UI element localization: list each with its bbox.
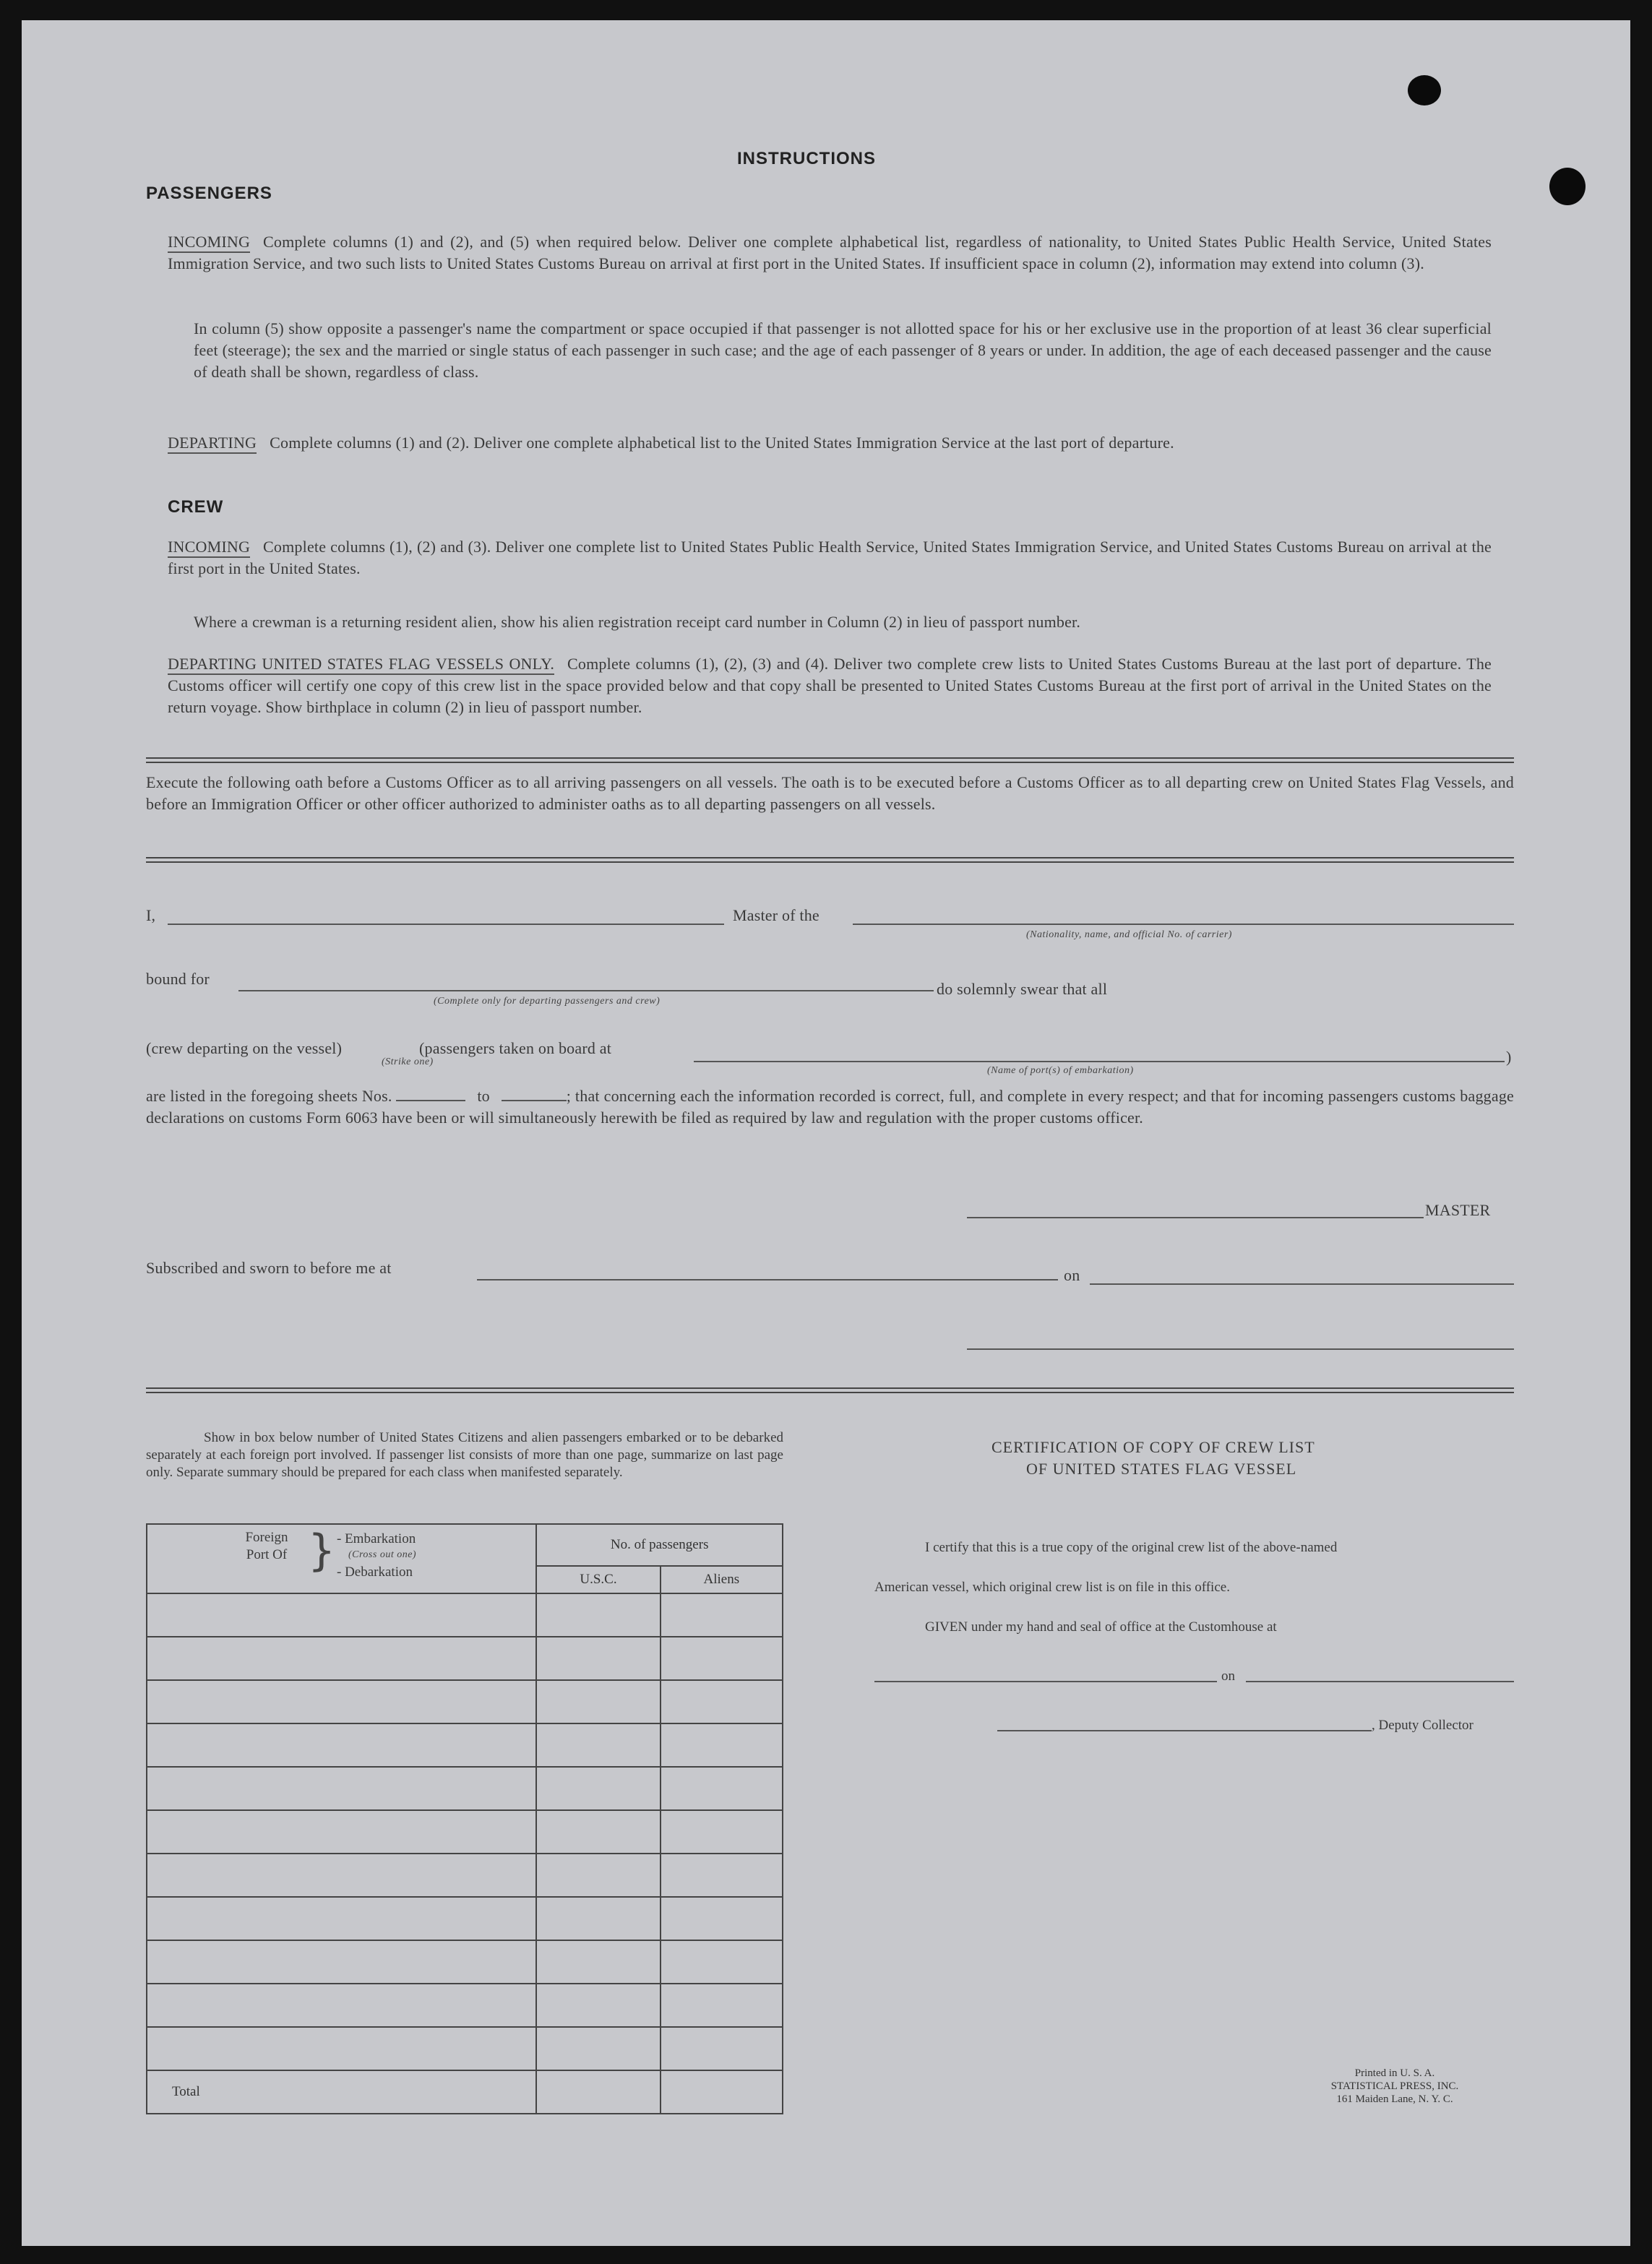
column5-paragraph: In column (5) show opposite a passenger's name the compartment or space occupied if that passenger is not allotted space for his or her exclusive use in the proportion of at least 36 clear superficial feet (steerage); the sex and the married or single status of each passenger in such case; and the age of each passenger of 8 years or under. In addition, the age of each deceased passenger and the cause of death shall be shown, regardless of class. — [194, 319, 1492, 381]
summary-port-cell[interactable] — [147, 1940, 536, 1984]
passengers-departing-text: Complete columns (1) and (2). Deliver one complete alphabetical list to the United States Immigration Service at the last port of departure. — [270, 434, 1174, 452]
summary-usc-cell[interactable] — [536, 1854, 660, 1897]
summary-instructions: Show in box below number of United States Citizens and alien passengers embarked or to be debarked separately at each foreign port involved. If passenger list consists of more than one page, summarize on last page only. Separate summary should be prepared for each class when manifested separately. — [146, 1430, 783, 1480]
table-row — [147, 2027, 783, 2070]
table-row — [147, 1897, 783, 1940]
total-usc-cell[interactable] — [536, 2070, 660, 2114]
passenger-summary-table — [146, 1523, 783, 2114]
carrier-line[interactable] — [853, 924, 1514, 925]
deputy-collector-line[interactable] — [997, 1730, 1372, 1731]
sheet-from-field[interactable] — [396, 1087, 465, 1101]
table-row — [147, 1810, 783, 1854]
cert-on-label: on — [1221, 1669, 1235, 1684]
summary-port-cell[interactable] — [147, 1680, 536, 1723]
summary-port-cell[interactable] — [147, 2027, 536, 2070]
to-label: to — [477, 1087, 490, 1105]
master-name-line[interactable] — [168, 924, 724, 925]
bound-for-line[interactable] — [238, 990, 934, 991]
deputy-collector-label: , Deputy Collector — [1372, 1718, 1474, 1733]
table-row — [147, 1593, 783, 1637]
summary-usc-cell[interactable] — [536, 1637, 660, 1680]
summary-port-cell[interactable] — [147, 1767, 536, 1810]
table-row — [147, 1940, 783, 1984]
master-of-label: Master of the — [733, 906, 819, 924]
summary-usc-cell[interactable] — [536, 1680, 660, 1723]
master-label: MASTER — [1425, 1201, 1491, 1219]
total-aliens-cell[interactable] — [661, 2070, 783, 2114]
crew-incoming-label: INCOMING — [168, 538, 250, 558]
passengers-heading: PASSENGERS — [146, 184, 272, 203]
table-row — [147, 1984, 783, 2027]
crewman-paragraph: Where a crewman is a returning resident alien, show his alien registration receipt card number in Column (2) in lieu of passport number. — [194, 613, 1081, 631]
summary-aliens-cell[interactable] — [661, 1810, 783, 1854]
summary-port-cell[interactable] — [147, 1897, 536, 1940]
master-signature-line[interactable] — [967, 1217, 1424, 1218]
summary-aliens-cell[interactable] — [661, 1897, 783, 1940]
summary-usc-cell[interactable] — [536, 1810, 660, 1854]
oath-intro: Execute the following oath before a Customs Officer as to all arriving passengers on all vessels. The oath is to be executed before a Customs Officer as to all departing crew on United States Flag Vessels, and before an Immigration Officer or other officer authorized to administer oaths as to all departing passengers on all vessels. — [146, 773, 1514, 813]
foreign-port-of: Foreign Port Of — [245, 1530, 288, 1562]
summary-aliens-cell[interactable] — [661, 1854, 783, 1897]
strike-caption: (Strike one) — [382, 1056, 434, 1067]
embarkation-label: - Embarkation — [337, 1531, 416, 1546]
instructions-title: INSTRUCTIONS — [737, 149, 876, 168]
port-header-cell — [147, 1524, 536, 1593]
passengers-incoming-label: INCOMING — [168, 233, 250, 253]
cert-date-line[interactable] — [1246, 1681, 1514, 1682]
debarkation-label: - Debarkation — [337, 1564, 413, 1580]
summary-port-cell[interactable] — [147, 1810, 536, 1854]
table-row — [147, 1637, 783, 1680]
table-row — [147, 1723, 783, 1767]
certification-title-2: OF UNITED STATES FLAG VESSEL — [1026, 1460, 1297, 1478]
close-paren: ) — [1506, 1048, 1512, 1066]
table-row — [147, 1680, 783, 1723]
usc-header: U.S.C. — [536, 1566, 660, 1593]
ports-caption: (Name of port(s) of embarkation) — [987, 1065, 1134, 1076]
customhouse-line[interactable] — [874, 1681, 1217, 1682]
crew-incoming — [168, 536, 1492, 580]
crew-heading: CREW — [168, 497, 224, 517]
aliens-header: Aliens — [661, 1566, 783, 1593]
printer-line-3: 161 Maiden Lane, N. Y. C. — [1336, 2093, 1453, 2105]
summary-aliens-cell[interactable] — [661, 1680, 783, 1723]
summary-aliens-cell[interactable] — [661, 1767, 783, 1810]
passengers-incoming — [168, 231, 1492, 275]
summary-aliens-cell[interactable] — [661, 1984, 783, 2027]
summary-usc-cell[interactable] — [536, 1940, 660, 1984]
certification-title-1: CERTIFICATION OF COPY OF CREW LIST — [991, 1438, 1315, 1456]
summary-aliens-cell[interactable] — [661, 1940, 783, 1984]
crew-departing-strike: (crew departing on the vessel) — [146, 1039, 343, 1057]
carrier-caption: (Nationality, name, and official No. of carrier) — [1026, 929, 1232, 940]
cross-out-caption: (Cross out one) — [348, 1549, 417, 1560]
swear-label: do solemnly swear that all — [937, 980, 1108, 998]
summary-usc-cell[interactable] — [536, 1723, 660, 1767]
total-row — [147, 2070, 783, 2114]
passengers-incoming-text: Complete columns (1) and (2), and (5) when required below. Deliver one complete alphabetical list, regardless of nationality, to United States Public Health Service, United States Immigration Service, and two such lists to United States Customs Bureau on arrival at first port in the United States. If insufficient space in column (2), information may extend into column (3). — [168, 233, 1492, 272]
divider-3 — [146, 1387, 1514, 1393]
bound-for-label: bound for — [146, 970, 210, 988]
total-label: Total — [147, 2070, 536, 2114]
table-row — [147, 1767, 783, 1810]
summary-port-cell[interactable] — [147, 1723, 536, 1767]
subscribed-place-line[interactable] — [477, 1279, 1058, 1281]
printer-imprint — [1279, 2067, 1510, 2106]
summary-usc-cell[interactable] — [536, 1897, 660, 1940]
table-row — [147, 1854, 783, 1897]
sheet-to-field[interactable] — [502, 1087, 567, 1101]
summary-usc-cell[interactable] — [536, 1767, 660, 1810]
embarkation-port-line[interactable] — [694, 1061, 1505, 1062]
officer-signature-line[interactable] — [967, 1348, 1514, 1350]
summary-usc-cell[interactable] — [536, 1593, 660, 1637]
departing-caption: (Complete only for departing passengers and crew) — [434, 996, 661, 1007]
form-sheet — [22, 20, 1630, 2246]
subscribed-label: Subscribed and sworn to before me at — [146, 1259, 392, 1277]
sheets-paragraph — [146, 1085, 1514, 1129]
printer-line-2: STATISTICAL PRESS, INC. — [1330, 2080, 1459, 2092]
given-text: GIVEN under my hand and seal of office at the Customhouse at — [925, 1619, 1277, 1635]
summary-port-cell[interactable] — [147, 1593, 536, 1637]
subscribed-date-line[interactable] — [1090, 1283, 1514, 1285]
subscribed-on-label: on — [1064, 1266, 1080, 1284]
punch-hole-right — [1549, 168, 1586, 205]
brace-icon: } — [308, 1525, 336, 1576]
divider-2 — [146, 857, 1514, 863]
summary-aliens-cell[interactable] — [661, 1637, 783, 1680]
divider-1 — [146, 757, 1514, 763]
no-of-passengers-header: No. of passengers — [536, 1524, 783, 1566]
certify-text: I certify that this is a true copy of the original crew list of the above-named — [925, 1540, 1338, 1555]
printer-line-1: Printed in U. S. A. — [1354, 2067, 1435, 2079]
american-text: American vessel, which original crew list is on file in this office. — [874, 1580, 1230, 1595]
passengers-departing-label: DEPARTING — [168, 434, 257, 454]
summary-port-cell[interactable] — [147, 1854, 536, 1897]
passengers-taken-strike: (passengers taken on board at — [419, 1039, 612, 1057]
summary-aliens-cell[interactable] — [661, 1593, 783, 1637]
summary-port-cell[interactable] — [147, 1637, 536, 1680]
listed-rest: ; that concerning each the information recorded is correct, full, and complete in every respect; and that for incoming passengers customs baggage declarations on customs Form 6063 have been or will simultaneously herewith be filed as required by law and regulation with the proper customs officer. — [146, 1087, 1514, 1127]
crew-departing-text: Complete columns (1), (2), (3) and (4). Deliver two complete crew lists to United States Customs Bureau at the last port of departure. The Customs officer will certify one copy of this crew list in the space provided below and that copy shall be presented to United States Customs Bureau at the first port of arrival in the United States on the return voyage. Show birthplace in column (2) in lieu of passport number. — [168, 655, 1492, 716]
punch-hole-top — [1408, 75, 1441, 106]
i-label: I, — [146, 906, 156, 924]
crew-departing — [168, 653, 1492, 718]
crew-departing-label: DEPARTING UNITED STATES FLAG VESSELS ONLY. — [168, 655, 554, 675]
summary-port-cell[interactable] — [147, 1984, 536, 2027]
passengers-departing — [168, 432, 1492, 454]
summary-aliens-cell[interactable] — [661, 1723, 783, 1767]
summary-usc-cell[interactable] — [536, 1984, 660, 2027]
listed-label: are listed in the foregoing sheets Nos. — [146, 1087, 392, 1105]
crew-incoming-text: Complete columns (1), (2) and (3). Deliver one complete list to United States Public Health Service, United States Immigration Service, and United States Customs Bureau on arrival at the first port in the United States. — [168, 538, 1492, 577]
summary-usc-cell[interactable] — [536, 2027, 660, 2070]
summary-aliens-cell[interactable] — [661, 2027, 783, 2070]
